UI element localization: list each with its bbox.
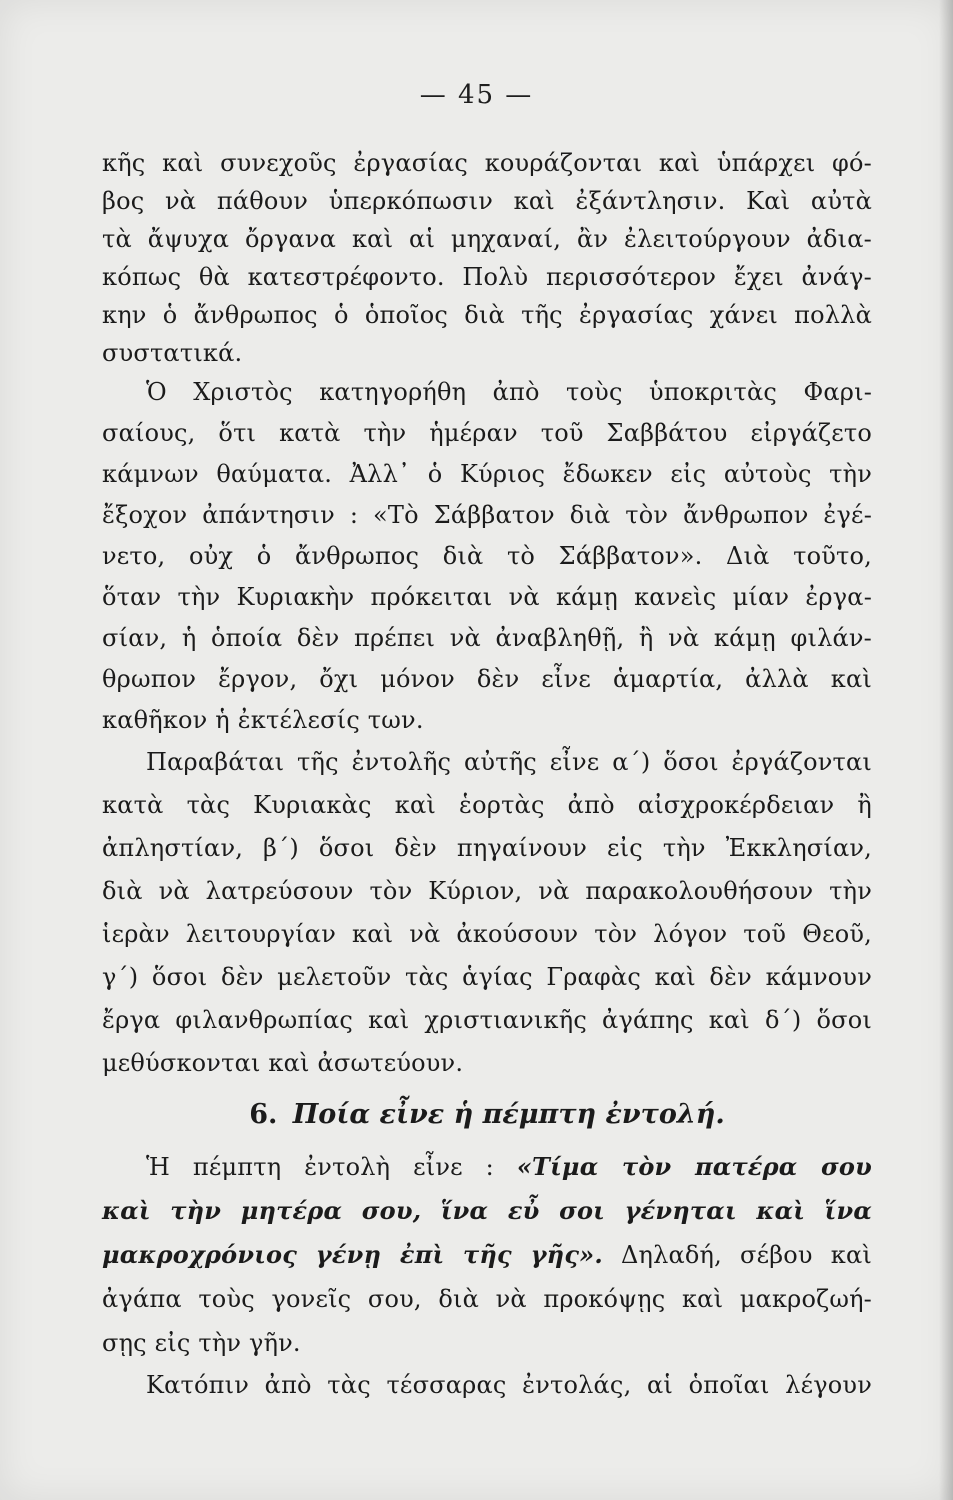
- commandment-quote: «Τίμα τὸν πατέρα σου: [516, 1152, 872, 1181]
- text-line: κόπως θὰ κατεστρέφοντο. Πολὺ περισσότερον ἔχει ἀνάγ-: [102, 263, 872, 291]
- text-line: ἔξοχον ἀπάντησιν : «Τὸ Σάββατον διὰ τὸν ἄνθρωπον ἐγέ-: [102, 501, 872, 529]
- text-line: θρωπον ἔργον, ὄχι μόνον δὲν εἶνε ἁμαρτία, ἀλλὰ καὶ: [102, 665, 872, 693]
- section-heading: [102, 1085, 872, 1145]
- text-line: ἀπληστίαν, β΄) ὅσοι δὲν πηγαίνουν εἰς τὴν Ἐκκλησίαν,: [102, 834, 872, 862]
- text-line: κατὰ τὰς Κυριακὰς καὶ ἑορτὰς ἀπὸ αἰσχροκέρδειαν ἢ: [102, 791, 872, 819]
- text-line: διὰ νὰ λατρεύσουν τὸν Κύριον, νὰ παρακολουθήσουν τὴν: [102, 877, 872, 905]
- paragraph-1: [102, 144, 872, 372]
- page-number: — 45 —: [419, 80, 534, 110]
- commandment-quote: μακροχρόνιος γένῃ ἐπὶ τῆς γῆς».: [102, 1240, 603, 1269]
- text-line: καθῆκον ἡ ἐκτέλεσίς των.: [102, 706, 424, 734]
- text-line: σῃς εἰς τὴν γῆν.: [102, 1329, 301, 1357]
- text-line: συστατικά.: [102, 339, 243, 367]
- text-line: [102, 1233, 872, 1277]
- text-line: ἱερὰν λειτουργίαν καὶ νὰ ἀκούσουν τὸν λόγον τοῦ Θεοῦ,: [102, 920, 872, 948]
- text-line: ὅταν τὴν Κυριακὴν πρόκειται νὰ κάμῃ κανεὶς μίαν ἐργα-: [102, 583, 872, 611]
- text-run: Δηλαδή, σέβου καὶ: [620, 1241, 872, 1269]
- text-line: τὰ ἄψυχα ὄργανα καὶ αἱ μηχαναί, ἂν ἐλειτούργουν ἀδια-: [102, 225, 872, 253]
- paragraph-4: [102, 1145, 872, 1365]
- page-body: [102, 144, 872, 1405]
- text-line: κην ὁ ἄνθρωπος ὁ ὁποῖος διὰ τῆς ἐργασίας χάνει πολλὰ: [102, 301, 872, 329]
- text-line: κάμνων θαύματα. Ἀλλ᾽ ὁ Κύριος ἔδωκεν εἰς αὐτοὺς τὴν: [102, 460, 872, 488]
- text-line: νετο, οὐχ ὁ ἄνθρωπος διὰ τὸ Σάββατον». Διὰ τοῦτο,: [102, 542, 872, 570]
- text-run: Ἡ πέμπτη ἐντολὴ εἶνε :: [146, 1153, 494, 1181]
- text-line: σίαν, ἡ ὁποία δὲν πρέπει νὰ ἀναβληθῇ, ἢ νὰ κάμῃ φιλάν-: [102, 624, 872, 652]
- text-line: βος νὰ πάθουν ὑπερκόπωσιν καὶ ἐξάντλησιν. Καὶ αὐτὰ: [102, 187, 872, 215]
- text-line: Ὁ Χριστὸς κατηγορήθη ἀπὸ τοὺς ὑποκριτὰς Φαρι-: [146, 378, 872, 406]
- paragraph-5: [102, 1365, 872, 1405]
- commandment-quote: καὶ τὴν μητέρα σου, ἵνα εὖ σοι γένηται καὶ ἵνα: [102, 1196, 872, 1225]
- text-line: μεθύσκονται καὶ ἀσωτεύουν.: [102, 1049, 464, 1077]
- text-line: ἔργα φιλανθρωπίας καὶ χριστιανικῆς ἀγάπης καὶ δ΄) ὅσοι: [102, 1006, 872, 1034]
- page-edge-shadow: [939, 0, 953, 1500]
- text-line: Παραβάται τῆς ἐντολῆς αὐτῆς εἶνε α΄) ὅσοι ἐργάζονται: [146, 748, 872, 776]
- text-line: Κατόπιν ἀπὸ τὰς τέσσαρας ἐντολάς, αἱ ὁποῖαι λέγουν: [146, 1371, 872, 1399]
- section-title: Ποία εἶνε ἡ πέμπτη ἐντολή.: [292, 1099, 725, 1130]
- section-number: 6.: [249, 1099, 278, 1130]
- text-line: [102, 1145, 872, 1189]
- paragraph-2: [102, 372, 872, 741]
- text-line: κῆς καὶ συνεχοῦς ἐργασίας κουράζονται καὶ ὑπάρχει φό-: [102, 149, 872, 177]
- paragraph-3: [102, 741, 872, 1085]
- text-line: σαίους, ὅτι κατὰ τὴν ἡμέραν τοῦ Σαββάτου εἰργάζετο: [102, 419, 872, 447]
- text-line: ἀγάπα τοὺς γονεῖς σου, διὰ νὰ προκόψῃς καὶ μακροζωή-: [102, 1285, 872, 1313]
- text-line: γ΄) ὅσοι δὲν μελετοῦν τὰς ἁγίας Γραφὰς καὶ δὲν κάμνουν: [102, 963, 872, 991]
